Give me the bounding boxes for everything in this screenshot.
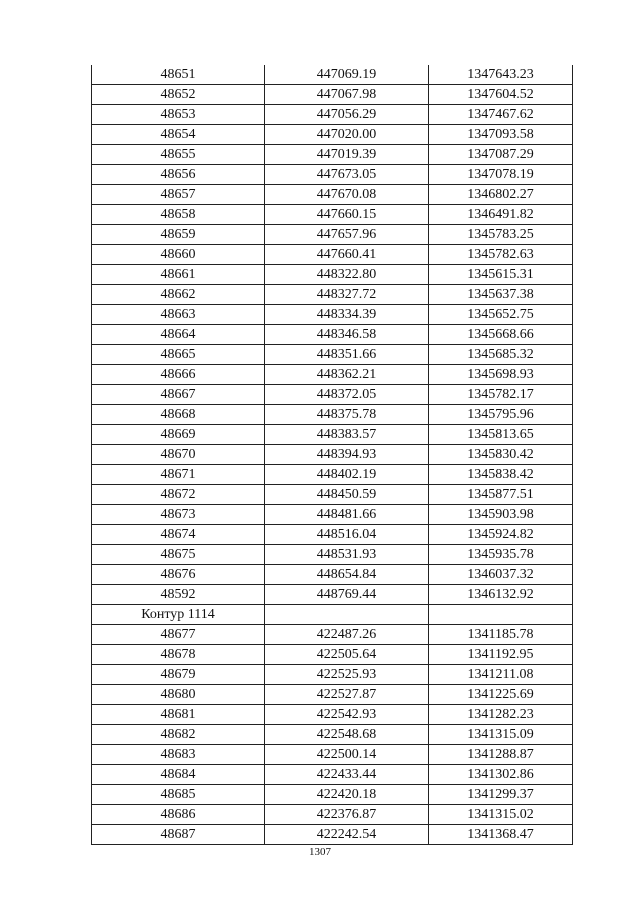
x-coordinate-cell: 422527.87 (265, 685, 429, 705)
y-coordinate-cell: 1347604.52 (429, 85, 573, 105)
table-row (92, 585, 573, 605)
point-number-cell: 48683 (92, 745, 265, 765)
x-coordinate-cell: 448346.58 (265, 325, 429, 345)
coordinates-table-body (92, 65, 573, 845)
table-row (92, 205, 573, 225)
point-number-cell: 48685 (92, 785, 265, 805)
x-coordinate-cell: 448769.44 (265, 585, 429, 605)
x-coordinate-cell: 447660.15 (265, 205, 429, 225)
table-row (92, 125, 573, 145)
table-row (92, 645, 573, 665)
table-row (92, 405, 573, 425)
point-number-cell: 48674 (92, 525, 265, 545)
table-row (92, 805, 573, 825)
table-row (92, 345, 573, 365)
y-coordinate-cell: 1341192.95 (429, 645, 573, 665)
point-number-cell: 48673 (92, 505, 265, 525)
x-coordinate-cell (265, 605, 429, 625)
y-coordinate-cell: 1341225.69 (429, 685, 573, 705)
point-number-cell: 48665 (92, 345, 265, 365)
x-coordinate-cell: 422505.64 (265, 645, 429, 665)
x-coordinate-cell: 447673.05 (265, 165, 429, 185)
point-number-cell: 48671 (92, 465, 265, 485)
x-coordinate-cell: 447069.19 (265, 65, 429, 85)
point-number-cell: 48666 (92, 365, 265, 385)
y-coordinate-cell: 1347467.62 (429, 105, 573, 125)
x-coordinate-cell: 447019.39 (265, 145, 429, 165)
y-coordinate-cell: 1345652.75 (429, 305, 573, 325)
x-coordinate-cell: 448372.05 (265, 385, 429, 405)
table-row (92, 465, 573, 485)
point-number-cell: 48661 (92, 265, 265, 285)
table-row (92, 725, 573, 745)
x-coordinate-cell: 448327.72 (265, 285, 429, 305)
y-coordinate-cell: 1345935.78 (429, 545, 573, 565)
x-coordinate-cell: 447657.96 (265, 225, 429, 245)
table-row (92, 365, 573, 385)
x-coordinate-cell: 448383.57 (265, 425, 429, 445)
x-coordinate-cell: 422420.18 (265, 785, 429, 805)
table-row (92, 525, 573, 545)
y-coordinate-cell: 1345813.65 (429, 425, 573, 445)
point-number-cell: 48667 (92, 385, 265, 405)
x-coordinate-cell: 447056.29 (265, 105, 429, 125)
y-coordinate-cell: 1345637.38 (429, 285, 573, 305)
table-row (92, 545, 573, 565)
x-coordinate-cell: 422376.87 (265, 805, 429, 825)
x-coordinate-cell: 422548.68 (265, 725, 429, 745)
y-coordinate-cell: 1345877.51 (429, 485, 573, 505)
y-coordinate-cell: 1341282.23 (429, 705, 573, 725)
point-number-cell: 48686 (92, 805, 265, 825)
y-coordinate-cell: 1347643.23 (429, 65, 573, 85)
table-row (92, 825, 573, 845)
y-coordinate-cell: 1341302.86 (429, 765, 573, 785)
point-number-cell: 48651 (92, 65, 265, 85)
point-number-cell: 48592 (92, 585, 265, 605)
x-coordinate-cell: 448516.04 (265, 525, 429, 545)
y-coordinate-cell: 1341315.09 (429, 725, 573, 745)
y-coordinate-cell: 1345838.42 (429, 465, 573, 485)
x-coordinate-cell: 447067.98 (265, 85, 429, 105)
point-number-cell: 48684 (92, 765, 265, 785)
y-coordinate-cell: 1345830.42 (429, 445, 573, 465)
table-row (92, 65, 573, 85)
point-number-cell: 48652 (92, 85, 265, 105)
y-coordinate-cell: 1346802.27 (429, 185, 573, 205)
point-number-cell: 48679 (92, 665, 265, 685)
x-coordinate-cell: 422487.26 (265, 625, 429, 645)
point-number-cell: 48669 (92, 425, 265, 445)
table-row (92, 625, 573, 645)
table-row (92, 685, 573, 705)
x-coordinate-cell: 448654.84 (265, 565, 429, 585)
y-coordinate-cell: 1341299.37 (429, 785, 573, 805)
point-number-cell: 48677 (92, 625, 265, 645)
x-coordinate-cell: 422525.93 (265, 665, 429, 685)
x-coordinate-cell: 447020.00 (265, 125, 429, 145)
table-row (92, 165, 573, 185)
point-number-cell: 48658 (92, 205, 265, 225)
table-row (92, 485, 573, 505)
point-number-cell: 48660 (92, 245, 265, 265)
point-number-cell: 48664 (92, 325, 265, 345)
y-coordinate-cell: 1345783.25 (429, 225, 573, 245)
point-number-cell: 48663 (92, 305, 265, 325)
table-row (92, 605, 573, 625)
point-number-cell: 48653 (92, 105, 265, 125)
y-coordinate-cell: 1346491.82 (429, 205, 573, 225)
table-row (92, 145, 573, 165)
table-row (92, 705, 573, 725)
y-coordinate-cell: 1346037.32 (429, 565, 573, 585)
x-coordinate-cell: 448481.66 (265, 505, 429, 525)
x-coordinate-cell: 448375.78 (265, 405, 429, 425)
table-row (92, 665, 573, 685)
y-coordinate-cell: 1341185.78 (429, 625, 573, 645)
table-row (92, 245, 573, 265)
y-coordinate-cell: 1347093.58 (429, 125, 573, 145)
point-number-cell: 48675 (92, 545, 265, 565)
y-coordinate-cell: 1341211.08 (429, 665, 573, 685)
x-coordinate-cell: 448394.93 (265, 445, 429, 465)
point-number-cell: 48678 (92, 645, 265, 665)
table-row (92, 305, 573, 325)
point-number-cell: 48680 (92, 685, 265, 705)
y-coordinate-cell: 1345782.17 (429, 385, 573, 405)
point-number-cell: 48687 (92, 825, 265, 845)
point-number-cell: 48662 (92, 285, 265, 305)
coordinates-table (91, 65, 573, 845)
page-number: 1307 (309, 846, 331, 858)
y-coordinate-cell: 1347087.29 (429, 145, 573, 165)
x-coordinate-cell: 422542.93 (265, 705, 429, 725)
y-coordinate-cell: 1341368.47 (429, 825, 573, 845)
point-number-cell: 48682 (92, 725, 265, 745)
point-number-cell: 48681 (92, 705, 265, 725)
y-coordinate-cell: 1345615.31 (429, 265, 573, 285)
point-number-cell: Контур 1114 (92, 605, 265, 625)
table-row (92, 85, 573, 105)
table-row (92, 265, 573, 285)
point-number-cell: 48676 (92, 565, 265, 585)
y-coordinate-cell (429, 605, 573, 625)
table-row (92, 425, 573, 445)
table-row (92, 105, 573, 125)
x-coordinate-cell: 422433.44 (265, 765, 429, 785)
x-coordinate-cell: 422242.54 (265, 825, 429, 845)
table-row (92, 505, 573, 525)
table-row (92, 385, 573, 405)
y-coordinate-cell: 1346132.92 (429, 585, 573, 605)
table-row (92, 565, 573, 585)
x-coordinate-cell: 448362.21 (265, 365, 429, 385)
table-row (92, 185, 573, 205)
y-coordinate-cell: 1345685.32 (429, 345, 573, 365)
point-number-cell: 48659 (92, 225, 265, 245)
x-coordinate-cell: 422500.14 (265, 745, 429, 765)
table-row (92, 445, 573, 465)
point-number-cell: 48657 (92, 185, 265, 205)
point-number-cell: 48654 (92, 125, 265, 145)
point-number-cell: 48655 (92, 145, 265, 165)
point-number-cell: 48656 (92, 165, 265, 185)
y-coordinate-cell: 1341288.87 (429, 745, 573, 765)
x-coordinate-cell: 448334.39 (265, 305, 429, 325)
x-coordinate-cell: 447660.41 (265, 245, 429, 265)
table-row (92, 765, 573, 785)
table-row (92, 785, 573, 805)
y-coordinate-cell: 1345782.63 (429, 245, 573, 265)
table-row (92, 225, 573, 245)
y-coordinate-cell: 1345924.82 (429, 525, 573, 545)
x-coordinate-cell: 447670.08 (265, 185, 429, 205)
point-number-cell: 48672 (92, 485, 265, 505)
y-coordinate-cell: 1341315.02 (429, 805, 573, 825)
table-row (92, 325, 573, 345)
y-coordinate-cell: 1345795.96 (429, 405, 573, 425)
y-coordinate-cell: 1345903.98 (429, 505, 573, 525)
x-coordinate-cell: 448531.93 (265, 545, 429, 565)
y-coordinate-cell: 1345668.66 (429, 325, 573, 345)
point-number-cell: 48668 (92, 405, 265, 425)
point-number-cell: 48670 (92, 445, 265, 465)
table-row (92, 285, 573, 305)
y-coordinate-cell: 1347078.19 (429, 165, 573, 185)
x-coordinate-cell: 448402.19 (265, 465, 429, 485)
table-row (92, 745, 573, 765)
x-coordinate-cell: 448351.66 (265, 345, 429, 365)
x-coordinate-cell: 448322.80 (265, 265, 429, 285)
x-coordinate-cell: 448450.59 (265, 485, 429, 505)
y-coordinate-cell: 1345698.93 (429, 365, 573, 385)
